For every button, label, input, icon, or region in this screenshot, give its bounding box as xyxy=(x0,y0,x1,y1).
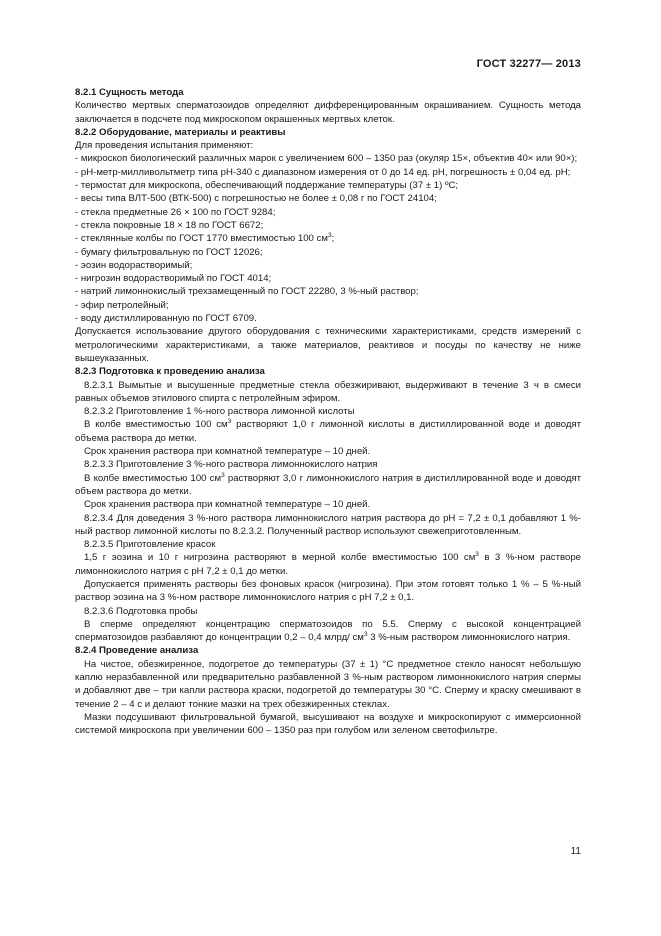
indented-paragraph: 8.2.3.5 Приготовление красок xyxy=(84,539,216,551)
superscript: 3 xyxy=(475,551,479,559)
list-item: - эфир петролейный; xyxy=(75,299,169,311)
indented-paragraph: В сперме определяют концентрацию сперматозоидов по 5.5. Сперму с высокой концентрацией сперматозоидов разбавляют до концентрации 0,2 – 0,4 млрд/ $см^3$ 3 %-ным раствором лимоннокислого натрия. xyxy=(75,618,581,644)
indented-paragraph: В колбе вместимостью 100 $см^3$ растворяют 3,0 г лимоннокислого натрия в дистиллированной воде и доводят объем раствора до метки. xyxy=(75,471,582,497)
list-item: - стеклянные колбы по ГОСТ 1770 вместимостью 100 $см^3$; xyxy=(75,232,335,245)
superscript: 3 xyxy=(221,471,225,479)
list-item: - стекла покровные 18 × 18 по ГОСТ 6672; xyxy=(75,219,264,231)
superscript: 3 xyxy=(327,232,332,240)
section-heading: 8.2.4 Проведение анализа xyxy=(75,645,199,657)
body-paragraph: Допускается использование другого оборудования с техническими характеристиками, средств измерений с метрологическими характеристиками, а также материалов, реактивов и посуды по качеству не ниже вышеуказанных. xyxy=(75,326,581,364)
list-item: - эозин водорастворимый; xyxy=(75,259,193,271)
list-item: - натрий лимоннокислый трехзамещенный по ГОСТ 22280, 3 %-ный раствор; xyxy=(75,286,419,298)
standard-code: ГОСТ 32277— 2013 xyxy=(476,58,581,70)
indented-paragraph: 8.2.3.1 Вымытые и высушенные предметные стекла обезжиривают, выдерживают в течение 3 ч в смеси равных объемов этилового спирта с петролейным эфиром. xyxy=(75,379,581,404)
list-item: - весы типа ВЛТ-500 (ВТК-500) с погрешностью не более ± 0,08 г по ГОСТ 24104; xyxy=(75,193,437,205)
body-paragraph: Для проведения испытания применяют: xyxy=(75,140,254,152)
indented-paragraph: 8.2.3.6 Подготовка пробы xyxy=(84,605,198,617)
indented-paragraph: На чистое, обезжиренное, подогретое до температуры (37 ± 1) °С предметное стекло наносят небольшую каплю неразбавленной или предварительно разбавленной 3 %-ным раствором лимоннокислого натрия спермы и добавляют две – три капли раствора краски, подогретой до температуры 30 °С. Сперму и краску смешивают в течение 2 – 4 с и делают тонкие мазки на трех обезжиренных стеклах. xyxy=(75,658,581,710)
indented-paragraph: Мазки подсушивают фильтровальной бумагой, высушивают на воздухе и микроскопируют с иммерсионной системой микроскопа при увеличении 600 – 1350 раз при голубом или зеленом светофильтре. xyxy=(75,711,581,737)
superscript: 3 xyxy=(363,630,368,638)
list-item: - бумагу фильтровальную по ГОСТ 12026; xyxy=(75,246,263,258)
indented-paragraph: 8.2.3.4 Для доведения 3 %-ного раствора лимоннокислого натрия раствора до рН = 7,2 ± 0,1 добавляют 1 %-ный раствор лимонной кислоты по 8.2.3.2. Полученный раствор используют свежеприготовленным. xyxy=(75,512,581,537)
indented-paragraph: 8.2.3.2 Приготовление 1 %-ного раствора лимонной кислоты xyxy=(84,406,355,418)
indented-paragraph: Срок хранения раствора при комнатной температуре – 10 дней. xyxy=(84,499,371,511)
list-item: - термостат для микроскопа, обеспечивающий поддержание температуры (37 ± 1) ºС; xyxy=(75,180,459,192)
indented-paragraph: В колбе вместимостью 100 $см^3$ растворяют 1,0 г лимонной кислоты в дистиллированной воде и доводят объема раствора до метки. xyxy=(75,418,582,444)
indented-paragraph: Срок хранения раствора при комнатной температуре – 10 дней. xyxy=(84,446,371,458)
page-number: 11 xyxy=(570,846,581,857)
list-item: - воду дистиллированную по ГОСТ 6709. xyxy=(75,313,257,325)
indented-paragraph: 8.2.3.3 Приготовление 3 %-ного раствора лимоннокислого натрия xyxy=(84,459,378,471)
list-item: - нигрозин водорастворимый по ГОСТ 4014; xyxy=(75,273,272,285)
superscript: 3 xyxy=(227,418,232,426)
body-paragraph: Количество мертвых сперматозоидов определяют дифференцированным окрашиванием. Сущность метода заключается в подсчете под микроскопом окрашенных мертвых клеток. xyxy=(75,100,581,125)
list-item: - стекла предметные 26 × 100 по ГОСТ 9284; xyxy=(75,206,276,218)
list-item: - микроскоп биологический различных марок с увеличением 600 – 1350 раз (окуляр 15×, объектив 40× или 90×); xyxy=(75,153,578,165)
list-item: - рН-метр-милливольтметр типа рН-340 с диапазоном измерения от 0 до 14 ед. рН, погрешность ± 0,04 ед. рН; xyxy=(75,166,571,178)
section-heading: 8.2.1 Сущность метода xyxy=(75,87,184,98)
indented-paragraph: 1,5 г эозина и 10 г нигрозина растворяют в мерной колбе вместимостью 100 $см^3$ в 3 %-ном растворе лимоннокислого натрия с рН 7,2 ± 0,1 до метки. xyxy=(75,551,581,577)
section-heading: 8.2.3 Подготовка к проведению анализа xyxy=(75,366,265,378)
indented-paragraph: Допускается применять растворы без фоновых красок (нигрозина). При этом готовят только 1 % – 5 %-ный раствор эозина на 3 %-ном растворе лимоннокислого натрия с рН 7,2 ± 0,1. xyxy=(75,578,581,604)
section-heading: 8.2.2 Оборудование, материалы и реактивы xyxy=(75,126,286,138)
document-body xyxy=(75,86,581,738)
